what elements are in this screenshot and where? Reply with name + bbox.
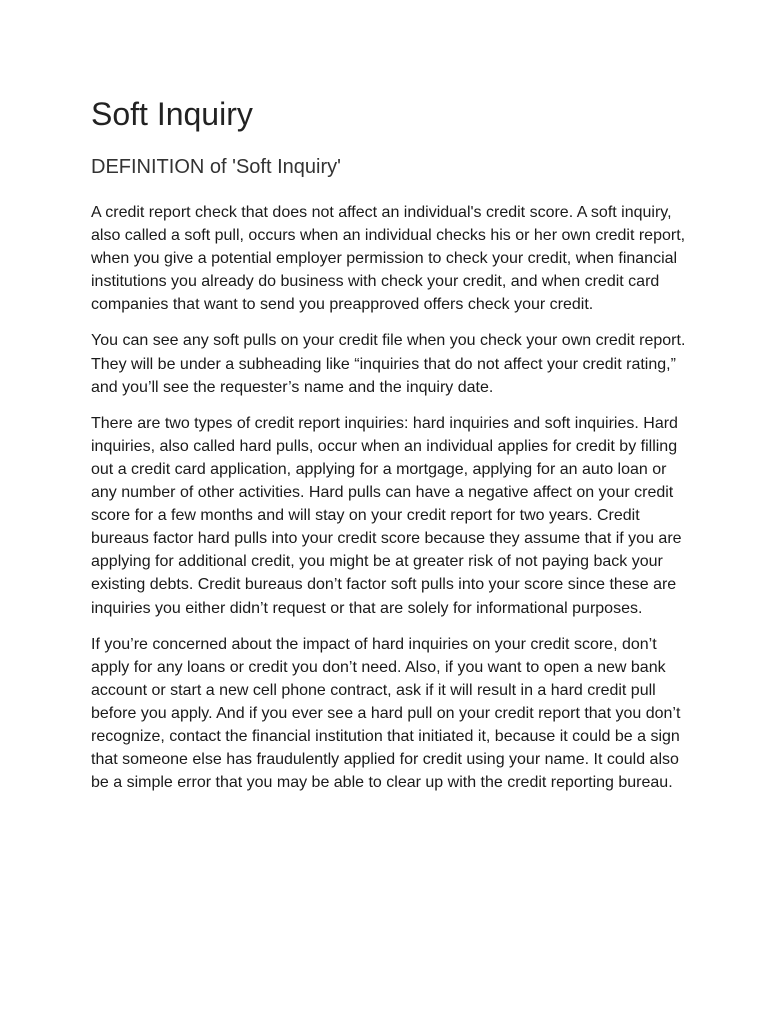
definition-heading: DEFINITION of 'Soft Inquiry' <box>91 156 341 178</box>
page-title: Soft Inquiry <box>91 96 253 132</box>
paragraph-inquiry-types: There are two types of credit report inquiries: hard inquiries and soft inquiries. Hard inquiries, also called hard pulls, occur when an individual applies for credit by filling out a credit card application, applying for a mortgage, applying for an auto loan or any number of other activities. Hard pulls can have a negative affect on your credit score for a few months and will stay on your credit report for two years. Credit bureaus factor hard pulls into your credit score because they assume that if you are applying for additional credit, you might be at greater risk of not paying back your existing debts. Credit bureaus don’t factor soft pulls into your score since these are inquiries you either didn’t request or that are solely for informational purposes. <box>91 414 682 617</box>
paragraph-hard-inquiry-advice: If you’re concerned about the impact of hard inquiries on your credit score, don’t apply for any loans or credit you don’t need. Also, if you want to open a new bank account or start a new cell phone contract, ask if it will result in a hard credit pull before you apply. And if you ever see a hard pull on your credit report that you don’t recognize, contact the financial institution that initiated it, because it could be a sign that someone else has fraudulently applied for credit using your name. It could also be a simple error that you may be able to clear up with the credit reporting bureau. <box>91 635 681 792</box>
document-page <box>91 94 691 794</box>
paragraph-viewing-soft-pulls: You can see any soft pulls on your credit file when you check your own credit report. They will be under a subheading like “inquiries that do not affect your credit rating,” and you’ll see the requester’s name and the inquiry date. <box>91 332 686 396</box>
paragraph-definition: A credit report check that does not affect an individual's credit score. A soft inquiry, also called a soft pull, occurs when an individual checks his or her own credit report, when you give a potential employer permission to check your credit, when financial institutions you already do business with check your credit, and when credit card companies that want to send you preapproved offers check your credit. <box>91 204 686 314</box>
